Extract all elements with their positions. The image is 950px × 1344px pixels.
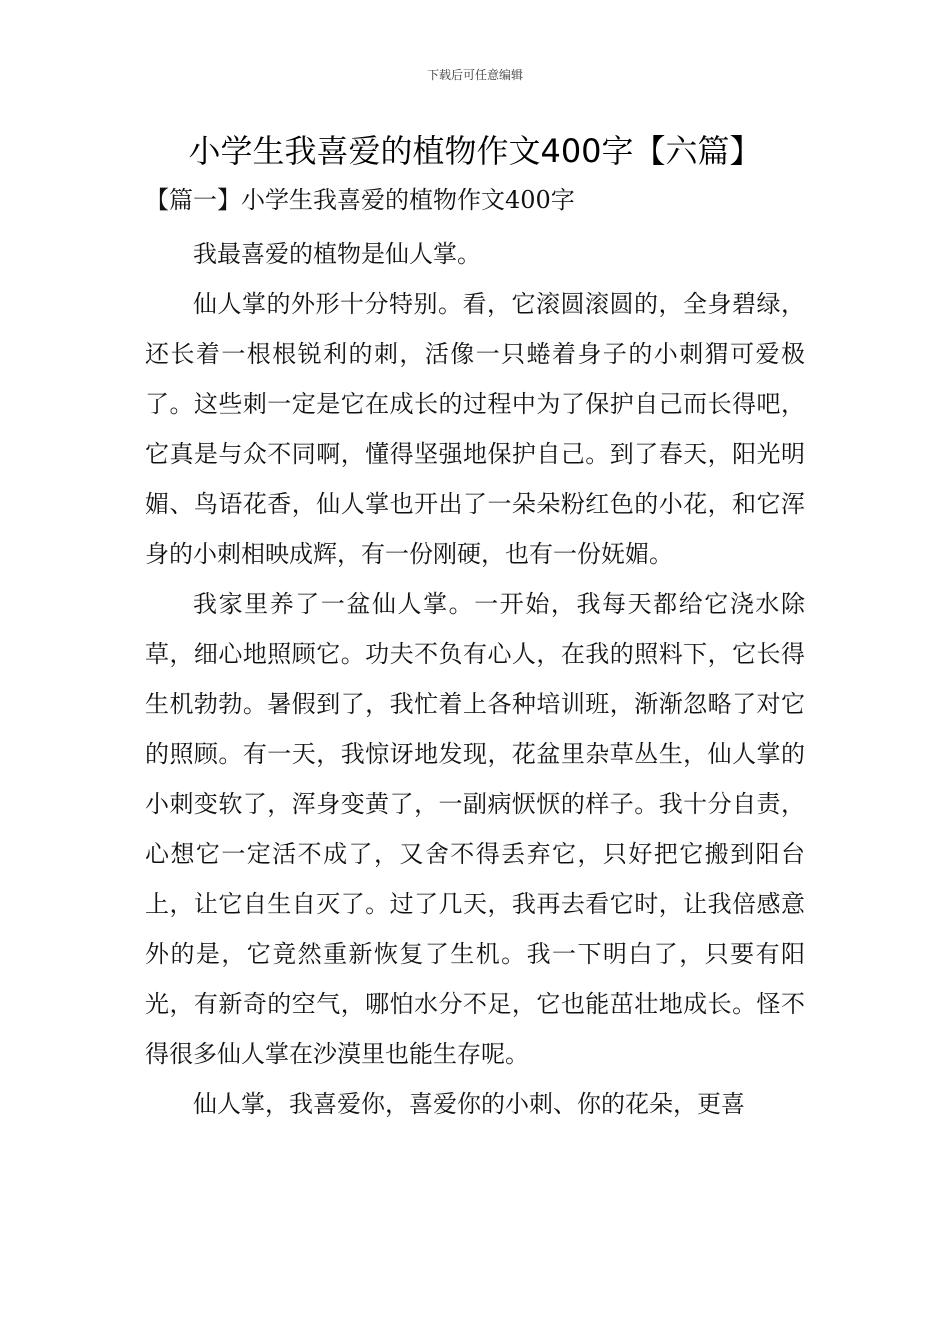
paragraph: 我家里养了一盆仙人掌。一开始，我每天都给它浇水除草，细心地照顾它。功夫不负有心人，在我的照料下，它长得生机勃勃。暑假到了，我忙着上各种培训班，渐渐忽略了对它的照顾。有一天，我惊讶地发现，花盆里杂草丛生，仙人掌的小刺变软了，浑身变黄了，一副病恹恹的样子。我十分自责，心想它一定活不成了，又舍不得丢弃它，只好把它搬到阳台上，让它自生自灭了。过了几天，我再去看它时，让我倍感意外的是，它竟然重新恢复了生机。我一下明白了，只要有阳光，有新奇的空气，哪怕水分不足，它也能茁壮地成长。怪不得很多仙人掌在沙漠里也能生存呢。 (145, 590, 805, 1068)
paragraph: 仙人掌的外形十分特别。看，它滚圆滚圆的，全身碧绿，还长着一根根锐利的刺，活像一只蜷着身子的小刺猬可爱极了。这些刺一定是它在成长的过程中为了保护自己而长得吧，它真是与众不同啊，懂得坚强地保护自己。到了春天，阳光明媚、鸟语花香，仙人掌也开出了一朵朵粉红色的小花，和它浑身的小刺相映成辉，有一份刚硬，也有一份妩媚。 (145, 290, 805, 568)
paragraph: 我最喜爱的植物是仙人掌。 (193, 240, 481, 268)
document-title: 小学生我喜爱的植物作文400字【六篇】 (188, 132, 762, 170)
paragraph: 仙人掌，我喜爱你，喜爱你的小刺、你的花朵，更喜 (193, 1090, 745, 1118)
section-heading: 【篇一】小学生我喜爱的植物作文400字 (145, 186, 575, 214)
essay-body (145, 229, 805, 1129)
header-note: 下载后可任意编辑 (426, 68, 523, 82)
